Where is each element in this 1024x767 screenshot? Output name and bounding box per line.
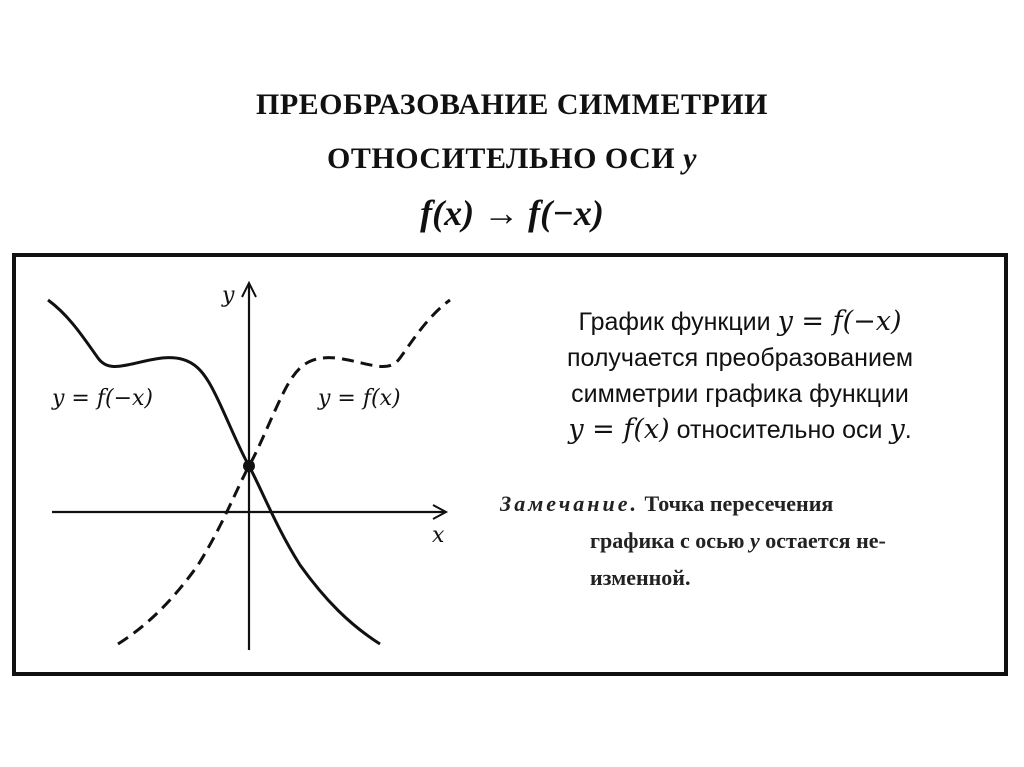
description-period: .	[904, 416, 912, 444]
note-label: Замечание.	[500, 491, 640, 516]
description-line-1	[500, 304, 980, 340]
note-line-1-text: Точка пересечения	[639, 491, 834, 516]
intersection-point	[243, 460, 255, 472]
note-axis-variable: y	[749, 528, 760, 553]
title-line-2-text: ОТНОСИТЕЛЬНО ОСИ	[327, 142, 684, 175]
curve-f-of-x	[118, 300, 450, 644]
title-line-1: ПРЕОБРАЗОВАНИЕ СИММЕТРИИ	[255, 88, 769, 121]
right-curve-label: y = f(x)	[318, 386, 401, 411]
title-axis-variable: y	[683, 142, 697, 175]
curve-f-of-minus-x	[48, 300, 380, 644]
note-line-3: изменной.	[590, 565, 691, 590]
description-line-3: симметрии графика функции	[571, 380, 909, 408]
left-curve-label: y = f(−x)	[52, 386, 153, 411]
description-line-4-text: относительно оси	[669, 416, 890, 444]
note-line-2-text: графика с осью	[590, 528, 750, 553]
description	[500, 304, 980, 448]
description-formula-2: y = f(x)	[568, 414, 670, 445]
description-line-1-text: График функции	[578, 308, 778, 336]
description-line-2: получается преобразованием	[566, 344, 914, 372]
title-formula: f(x) → f(−x)	[420, 193, 604, 233]
description-formula-1: y = f(−x)	[777, 306, 902, 337]
note-line-2-suffix: остается не-	[759, 528, 886, 553]
description-axis-variable: y	[889, 414, 905, 445]
x-axis-label: x	[432, 523, 445, 548]
note-line-2	[590, 522, 886, 559]
y-axis-label: y	[222, 283, 235, 308]
description-line-4	[500, 412, 980, 448]
note-line-1	[500, 485, 833, 522]
